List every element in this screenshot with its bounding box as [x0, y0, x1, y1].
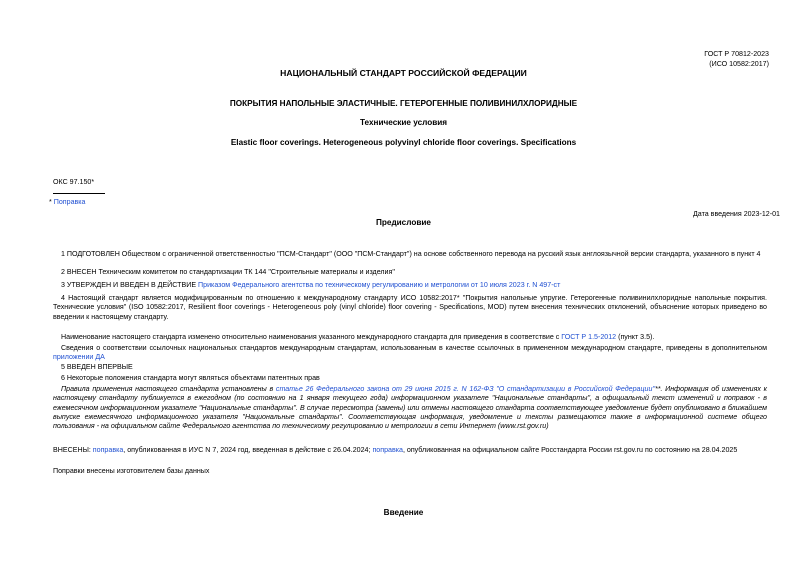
amendment-mark: * — [49, 198, 52, 206]
foreword-item-5: 5 ВВЕДЕН ВПЕРВЫЕ — [61, 363, 133, 371]
amendment-link-1[interactable]: поправка — [92, 446, 124, 454]
amendment-link-2[interactable]: поправка — [372, 446, 403, 454]
intro-date: Дата введения 2023-12-01 — [693, 210, 780, 218]
title-change-note — [53, 333, 767, 342]
national-standard-heading: НАЦИОНАЛЬНЫЙ СТАНДАРТ РОССИЙСКОЙ ФЕДЕРАЦИИ — [280, 68, 527, 78]
amendment-note — [49, 198, 86, 207]
amendments-label: ВНЕСЕНЫ: — [53, 446, 93, 454]
reference-standards-note — [53, 344, 767, 363]
appendix-da-link[interactable]: приложении ДА — [53, 353, 105, 362]
title-change-text-end: (пункт 3.5). — [616, 333, 655, 341]
reference-standards-text: Сведения о соответствии ссылочных национальных стандартов международным стандартам, использованным в качестве ссылочных в примененном международном стандарте, приведены в дополнительном — [61, 344, 767, 352]
foreword-item-2: 2 ВНЕСЕН Техническим комитетом по стандартизации ТК 144 "Строительные материалы и изделия" — [61, 268, 395, 276]
document-title-ru: ПОКРЫТИЯ НАПОЛЬНЫЕ ЭЛАСТИЧНЫЕ. ГЕТЕРОГЕННЫЕ ПОЛИВИНИЛХЛОРИДНЫЕ — [229, 99, 578, 108]
application-rules-text: Правила применения настоящего стандарта установлены в — [61, 385, 276, 393]
federal-law-link[interactable]: статье 26 Федерального закона от 29 июня 2015 г. N 162-ФЗ "О стандартизации в Российской Федерации" — [275, 385, 655, 393]
foreword-item-3 — [53, 281, 767, 290]
application-rules-text-end: **. Информация об изменениях к настоящему стандарту публикуется в ежегодном (по состоянию на 1 января текущего года) информационном указателе "Национальные стандарты", а официальный текст изменений и поправок - в ежемесячном информационном указателе "Национальные стандарты". В случае пересмотра (замены) или отмены настоящего стандарта соответствующее уведомление будет опубликовано в ближайшем выпуске ежемесячного информационного указателя "Национальные стандарты". Соответствующая информация, уведомление и тексты размещаются также в информационной системе общего пользования - на официальном сайте Федерального агентства по техническому регулированию и метрологии в сети Интернет (www.rst.gov.ru) — [53, 385, 767, 431]
introduction-heading: Введение — [383, 508, 424, 517]
approval-order-link[interactable]: Приказом Федерального агентства по техническому регулированию и метрологии от 10 июля 2023 г. N 497-ст — [198, 281, 561, 289]
amendments-note: Поправки внесены изготовителем базы данных — [53, 467, 210, 475]
document-subtitle-ru: Технические условия — [359, 118, 448, 127]
title-change-text: Наименование настоящего стандарта изменено относительно наименования указанного международного стандарта для приведения в соответствие с — [61, 333, 562, 341]
application-rules — [53, 385, 767, 431]
foreword-item-4: 4 Настоящий стандарт является модифицированным по отношению к международному стандарту ИСО 10582:2017* "Покрытия напольные упругие. Гетерогенные поливинилхлоридные напольные покрытия. Технические условия" (ISO 10582:2017, Resilient floor coverings - Heterogeneous poly (vinyl chloride) floor covering - Specifications, MOD) путем внесения технических отклонений, объяснение которых приведено во введении к настоящему стандарту. — [53, 294, 767, 321]
document-title-en: Elastic floor coverings. Heterogeneous polyvinyl chloride floor coverings. Specifications — [230, 138, 577, 147]
gost-r-1-5-link[interactable]: ГОСТ Р 1.5-2012 — [561, 333, 617, 341]
oks-code: ОКС 97.150* — [53, 178, 95, 186]
standard-number: ГОСТ Р 70812-2023 — [704, 50, 769, 58]
foreword-item-1: 1 ПОДГОТОВЛЕН Обществом с ограниченной ответственностью "ПСМ-Стандарт" (ООО "ПСМ-Стандарт") на основе собственного перевода на русский язык англоязычной версии стандарта, указанного в пункт 4 — [61, 250, 761, 258]
foreword-item-6: 6 Некоторые положения стандарта могут являться объектами патентных прав — [61, 374, 320, 382]
foreword-item-3-text: 3 УТВЕРЖДЕН И ВВЕДЕН В ДЕЙСТВИЕ — [61, 281, 199, 289]
iso-number: (ИСО 10582:2017) — [709, 60, 769, 68]
amendments-text-1: , опубликованная в ИУС N 7, 2024 год, введенная в действие с 26.04.2024; — [123, 446, 373, 454]
footnote-divider — [53, 193, 105, 194]
foreword-heading: Предисловие — [376, 218, 431, 227]
amendments-text-2: , опубликованная на официальном сайте Росстандарта России rst.gov.ru по состоянию на 28.04.2025 — [402, 446, 738, 454]
amendment-link[interactable]: Поправка — [53, 198, 86, 206]
amendments-line — [53, 446, 767, 455]
